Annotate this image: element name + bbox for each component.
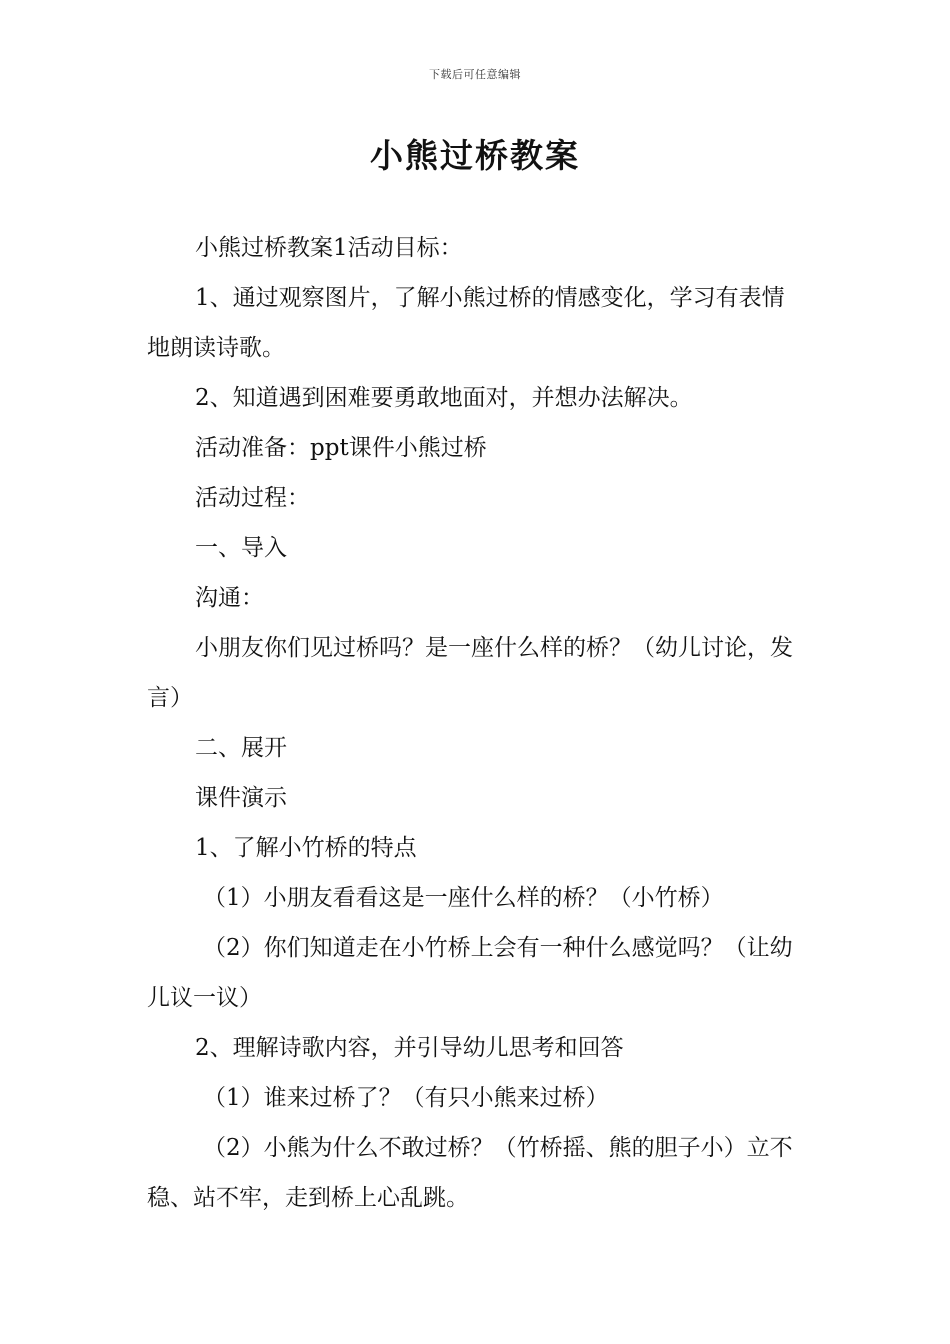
paragraph: 2、知道遇到困难要勇敢地面对，并想办法解决。 xyxy=(195,385,693,411)
paragraph: 一、导入 xyxy=(195,535,287,561)
paragraph: 沟通： xyxy=(195,585,264,611)
paragraph: （2）小熊为什么不敢过桥？（竹桥摇、熊的胆子小）立不稳、站不牢，走到桥上心乱跳。 xyxy=(147,1135,793,1211)
paragraph: 小熊过桥教案1活动目标： xyxy=(195,235,463,261)
paragraph: 二、展开 xyxy=(195,735,287,761)
paragraph: 2、理解诗歌内容，并引导幼儿思考和回答 xyxy=(195,1035,624,1061)
paragraph: （1）谁来过桥了？（有只小熊来过桥） xyxy=(203,1085,609,1111)
paragraph: （2）你们知道走在小竹桥上会有一种什么感觉吗？（让幼儿议一议） xyxy=(147,935,793,1011)
paragraph: 活动过程： xyxy=(195,485,310,511)
document-body xyxy=(147,223,807,1223)
paragraph: 1、通过观察图片，了解小熊过桥的情感变化，学习有表情地朗读诗歌。 xyxy=(147,285,785,361)
header-note: 下载后可任意编辑 xyxy=(429,68,521,81)
document-title: 小熊过桥教案 xyxy=(370,136,580,175)
paragraph: 课件演示 xyxy=(195,785,287,811)
paragraph: 小朋友你们见过桥吗？是一座什么样的桥？（幼儿讨论，发言） xyxy=(147,635,793,711)
paragraph: 活动准备：ppt课件小熊过桥 xyxy=(195,435,487,461)
paragraph: （1）小朋友看看这是一座什么样的桥？（小竹桥） xyxy=(203,885,724,911)
paragraph: 1、了解小竹桥的特点 xyxy=(195,835,417,861)
